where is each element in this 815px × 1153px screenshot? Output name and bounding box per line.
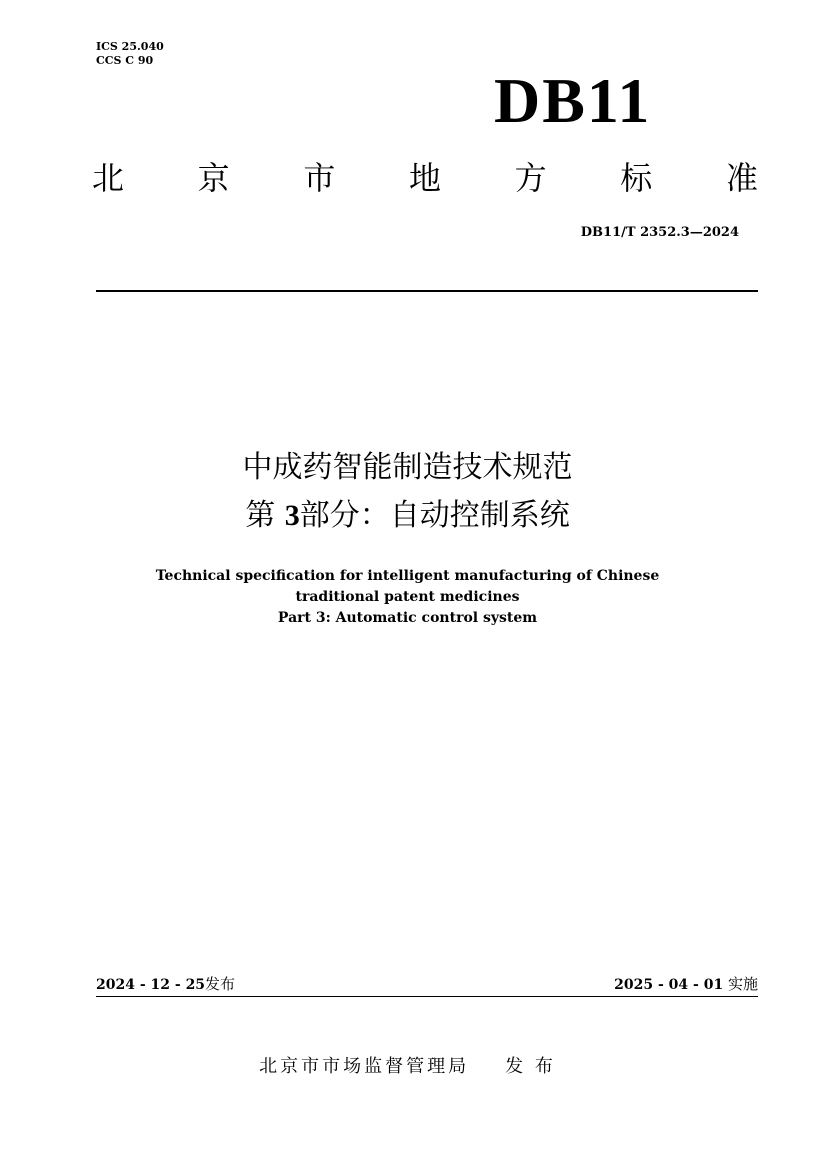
issue-label: 发 布 (505, 1056, 556, 1077)
header-divider (96, 290, 758, 292)
publish-date: 2024 - 12 - 25 (96, 977, 206, 993)
implement-label: 实施 (727, 975, 758, 993)
english-title-line-2: traditional patent medicines (295, 589, 520, 605)
standard-type-heading (92, 158, 758, 198)
standard-type-char: 准 (725, 159, 758, 197)
english-title-line-1: Technical specification for intelligent manufacturing of Chinese (155, 568, 660, 584)
part-title: 部分：自动控制系统 (299, 498, 570, 533)
chinese-title-line-2 (0, 492, 815, 540)
standard-type-char: 京 (197, 159, 230, 197)
classification-codes (96, 40, 164, 68)
standard-type-char: 市 (303, 159, 336, 197)
chinese-title-line-1: 中成药智能制造技术规范 (242, 450, 573, 485)
english-title (0, 566, 815, 629)
footer-divider (96, 996, 758, 997)
implement-date: 2025 - 04 - 01 (614, 977, 724, 993)
part-number: 3 (284, 499, 300, 532)
standard-type-char: 标 (620, 159, 653, 197)
standard-type-char: 地 (408, 159, 441, 197)
issuer-name: 北京市市场监督管理局 (259, 1056, 470, 1077)
standard-code: DB11/T 2352.3—2024 (580, 225, 739, 240)
standard-type-char: 方 (514, 159, 547, 197)
issuer-line (0, 1054, 815, 1080)
ics-code: ICS 25.040 (96, 40, 164, 53)
part-prefix: 第 (245, 498, 276, 533)
implement-date-block (614, 974, 758, 995)
standard-series-mark: DB11 (494, 65, 652, 136)
chinese-title (0, 444, 815, 540)
publish-date-block (96, 974, 235, 995)
publish-label: 发布 (205, 975, 236, 993)
english-title-line-3: Part 3: Automatic control system (277, 610, 538, 626)
standard-type-char: 北 (92, 159, 125, 197)
ccs-code: CCS C 90 (96, 54, 154, 67)
